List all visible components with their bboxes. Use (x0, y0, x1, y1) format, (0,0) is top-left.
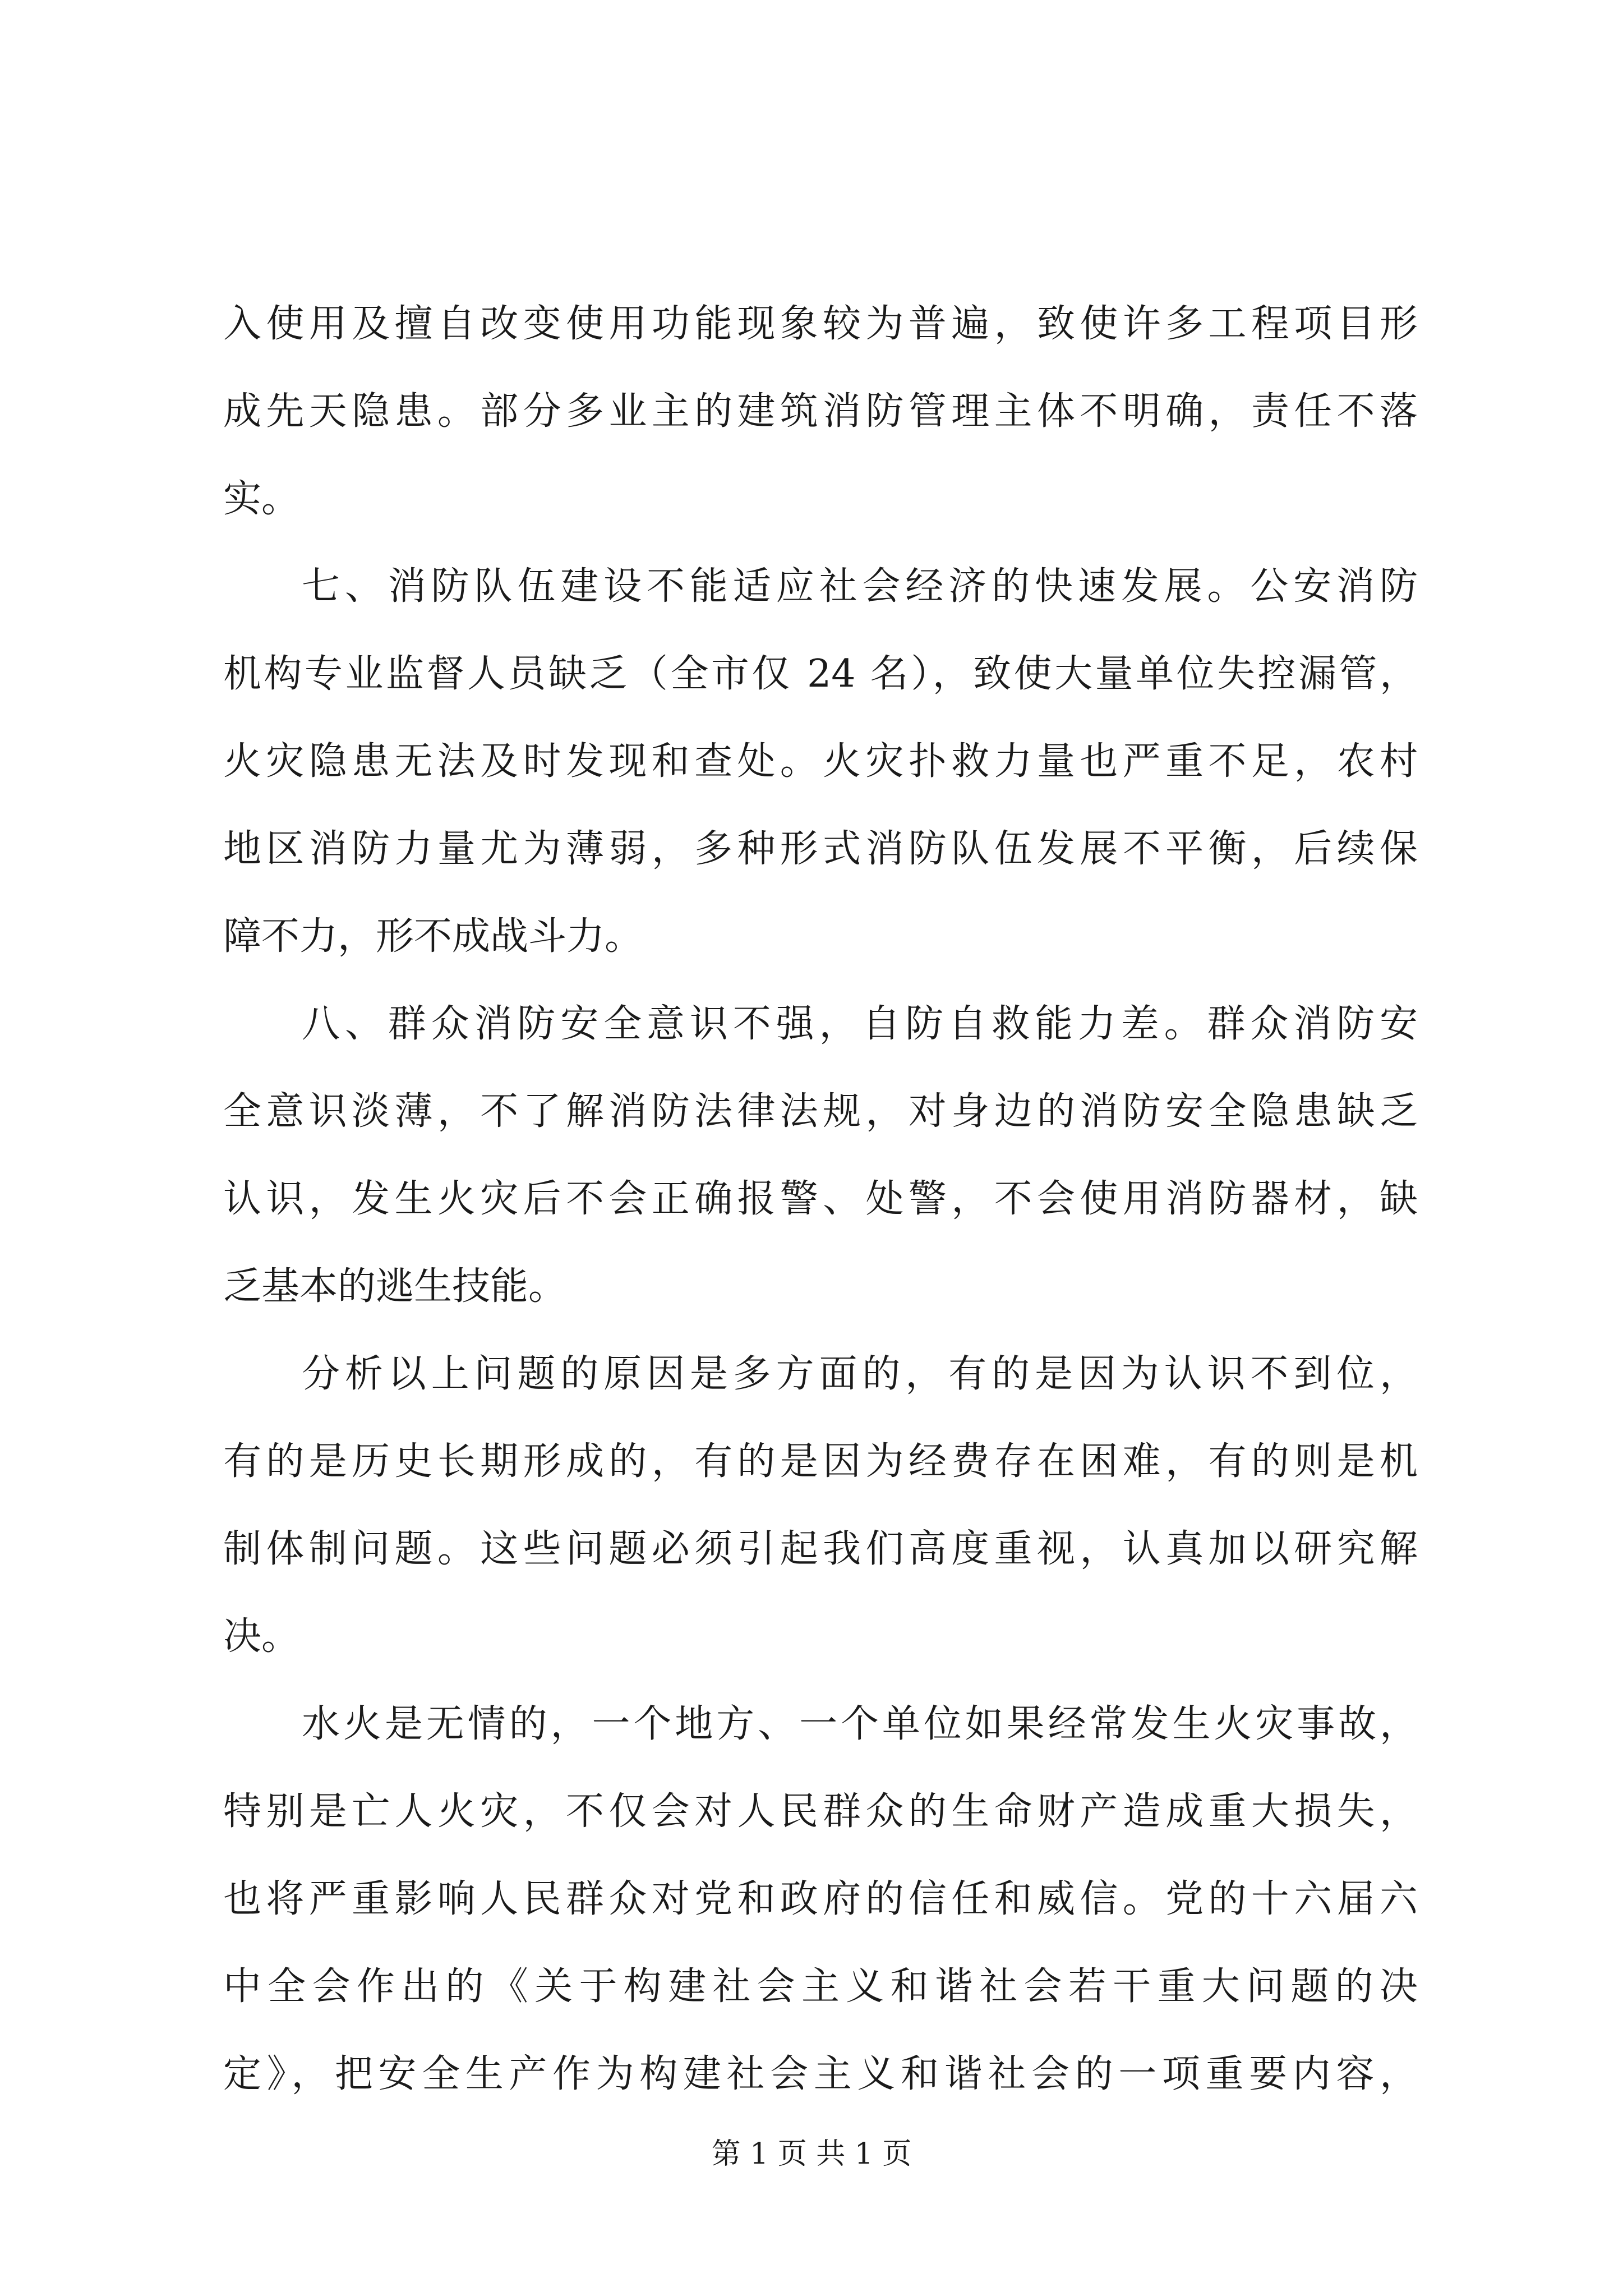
text-line: 成先天隐患。部分多业主的建筑消防管理主体不明确，责任不落 (223, 389, 1418, 434)
text-line: 特别是亡人火灾，不仅会对人民群众的生命财产造成重大损失， (223, 1789, 1418, 1834)
text-line: 制体制问题。这些问题必须引起我们高度重视，认真加以研究解 (223, 1527, 1418, 1571)
text-line: 中全会作出的《关于构建社会主义和谐社会若干重大问题的决 (223, 1964, 1418, 2009)
paragraph-start-line: 水火是无情的，一个地方、一个单位如果经常发生火灾事故， (302, 1702, 1418, 1746)
text-line: 全意识淡薄，不了解消防法律法规，对身边的消防安全隐患缺乏 (223, 1089, 1418, 1134)
page-number: 第 1 页 共 1 页 (711, 2137, 912, 2171)
paragraph-start-line: 八、群众消防安全意识不强，自防自救能力差。群众消防安 (302, 1002, 1418, 1046)
text-line: 决。 (223, 1614, 300, 1659)
text-line: 机构专业监督人员缺乏（全市仅 24 名），致使大量单位失控漏管， (223, 652, 1418, 696)
text-line: 地区消防力量尤为薄弱，多种形式消防队伍发展不平衡，后续保 (223, 827, 1418, 871)
paragraph-start-line: 七、消防队伍建设不能适应社会经济的快速发展。公安消防 (302, 564, 1418, 609)
text-line: 有的是历史长期形成的，有的是因为经费存在困难，有的则是机 (223, 1439, 1418, 1484)
page-footer (0, 2132, 1623, 2177)
text-line: 乏基本的逃生技能。 (223, 1264, 567, 1309)
text-line: 定》，把安全生产作为构建社会主义和谐社会的一项重要内容， (223, 2052, 1418, 2096)
text-line: 入使用及擅自改变使用功能现象较为普遍，致使许多工程项目形 (223, 302, 1418, 346)
text-line: 障不力，形不成战斗力。 (223, 914, 643, 959)
text-line: 实。 (223, 477, 300, 521)
document-body (223, 280, 1418, 2118)
text-line: 火灾隐患无法及时发现和查处。火灾扑救力量也严重不足，农村 (223, 739, 1418, 784)
paragraph-start-line: 分析以上问题的原因是多方面的，有的是因为认识不到位， (302, 1352, 1418, 1396)
text-line: 也将严重影响人民群众对党和政府的信任和威信。党的十六届六 (223, 1877, 1418, 1921)
text-line: 认识，发生火灾后不会正确报警、处警，不会使用消防器材，缺 (223, 1177, 1418, 1221)
